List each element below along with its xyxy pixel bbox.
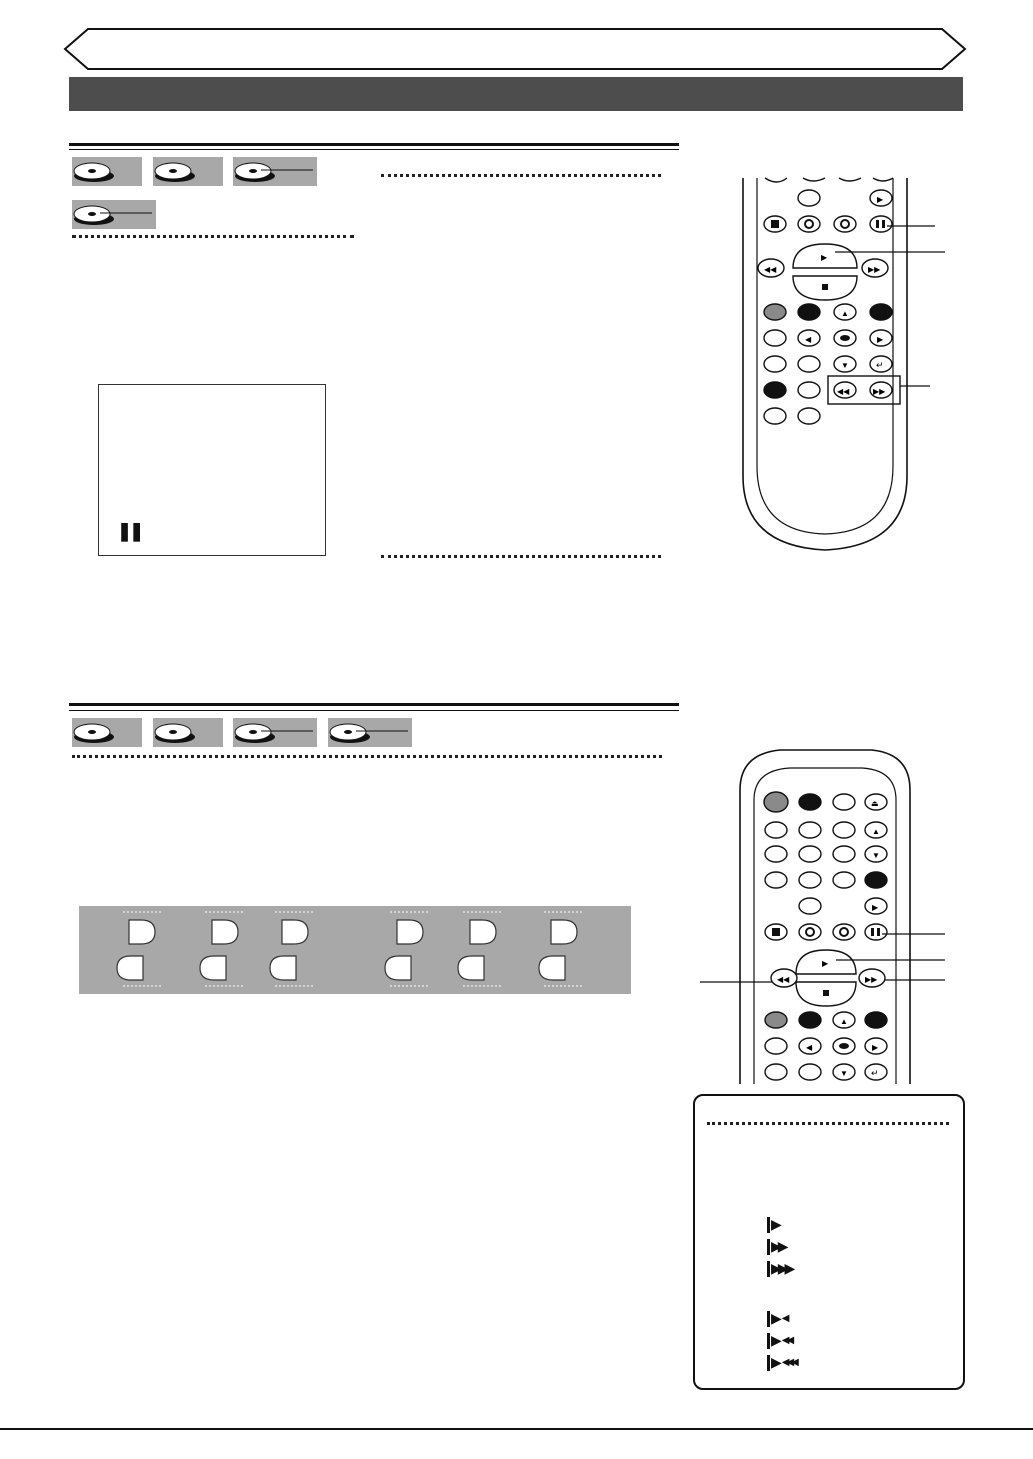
svg-text:◀◀: ◀◀ — [764, 265, 777, 274]
section-rule-bottom — [69, 710, 679, 711]
disc-icon — [72, 200, 156, 229]
page-bottom-rule — [0, 1428, 1033, 1430]
disc-badge-video-cd — [153, 718, 223, 747]
svg-text:▶: ▶ — [877, 195, 884, 204]
reverse-step-2 — [767, 1332, 791, 1349]
step-bar-icon — [767, 1355, 770, 1371]
forward-step-3 — [767, 1260, 791, 1277]
dotted-divider — [381, 174, 661, 177]
svg-text:▼: ▼ — [841, 361, 849, 370]
play-icon: ▶ — [771, 1354, 782, 1370]
svg-text:▶: ▶ — [877, 335, 884, 344]
svg-text:▼: ▼ — [872, 851, 880, 860]
svg-text:◀: ◀ — [805, 335, 812, 344]
remote-control-illustration — [735, 176, 950, 556]
svg-text:▲: ▲ — [841, 309, 849, 318]
step-bar-icon — [767, 1261, 770, 1277]
step-speed-icon: ◀ — [781, 1313, 787, 1324]
pause-button — [865, 924, 887, 940]
dotted-divider — [381, 555, 661, 558]
svg-text:▶: ▶ — [821, 253, 828, 262]
step-speed-icon: ▶▶ — [771, 1238, 785, 1254]
section-rule-top — [69, 703, 679, 706]
play-icon: ▶ — [771, 1332, 782, 1348]
svg-text:↵: ↵ — [871, 1068, 879, 1078]
disc-icon — [233, 718, 317, 747]
svg-text:▲: ▲ — [840, 1017, 848, 1026]
step-bar-icon — [767, 1239, 770, 1255]
disc-icon — [153, 718, 223, 747]
svg-text:◀◀: ◀◀ — [837, 387, 850, 396]
reverse-step-1 — [767, 1310, 786, 1327]
disc-badge-dvd-rw-video — [233, 718, 317, 747]
speed-legend-box — [693, 1094, 965, 1390]
svg-text:⏏: ⏏ — [871, 799, 879, 808]
section-rule-bottom — [69, 149, 679, 150]
disc-badge-dvd-video — [72, 718, 142, 747]
remote-control-illustration — [700, 740, 960, 1085]
svg-text:◀: ◀ — [806, 1043, 813, 1052]
svg-text:↵: ↵ — [876, 360, 884, 370]
svg-text:▶: ▶ — [822, 959, 829, 968]
step-bar-icon — [767, 1333, 770, 1349]
svg-text:▶: ▶ — [872, 903, 879, 912]
svg-text:▶: ▶ — [872, 1043, 879, 1052]
disc-badge-video-cd — [153, 157, 223, 186]
disc-icon — [72, 157, 142, 186]
disc-icon — [328, 718, 412, 747]
svg-text:◀◀: ◀◀ — [777, 975, 790, 984]
disc-icon — [72, 718, 142, 747]
speed-step-diagram — [79, 906, 631, 994]
forward-step-2 — [767, 1238, 785, 1255]
svg-text:▶▶: ▶▶ — [865, 975, 878, 984]
disc-icon — [233, 157, 317, 186]
pause-symbol: ❚❚ — [117, 521, 142, 541]
disc-icon — [153, 157, 223, 186]
dotted-divider — [707, 1122, 949, 1125]
svg-text:▲: ▲ — [872, 827, 880, 836]
step-bar-icon — [767, 1217, 770, 1233]
disc-badge-dvd-video — [72, 157, 142, 186]
forward-step-1 — [767, 1216, 778, 1233]
section-rule-top — [69, 143, 679, 146]
tv-screen — [98, 384, 326, 556]
section-bar — [69, 77, 963, 111]
svg-text:▶▶: ▶▶ — [868, 265, 881, 274]
play-icon: ▶ — [771, 1310, 782, 1326]
svg-text:▶▶: ▶▶ — [873, 387, 886, 396]
step-speed-icon: ◀◀ — [781, 1335, 792, 1346]
step-speed-icon: ▶ — [771, 1216, 778, 1232]
dotted-divider — [72, 755, 662, 758]
disc-badge-dvd-rw-vr — [328, 718, 412, 747]
step-bar-icon — [767, 1311, 770, 1327]
reverse-step-3 — [767, 1354, 796, 1371]
pause-button — [870, 216, 892, 232]
step-speed-icon: ▶▶▶ — [771, 1260, 792, 1276]
dotted-divider — [72, 235, 354, 238]
svg-text:▼: ▼ — [840, 1069, 848, 1078]
step-speed-icon: ◀◀◀ — [781, 1357, 796, 1368]
disc-badge-dvd-rw-vr — [72, 200, 156, 229]
disc-badge-dvd-rw-video — [233, 157, 317, 186]
page-banner — [60, 26, 970, 72]
